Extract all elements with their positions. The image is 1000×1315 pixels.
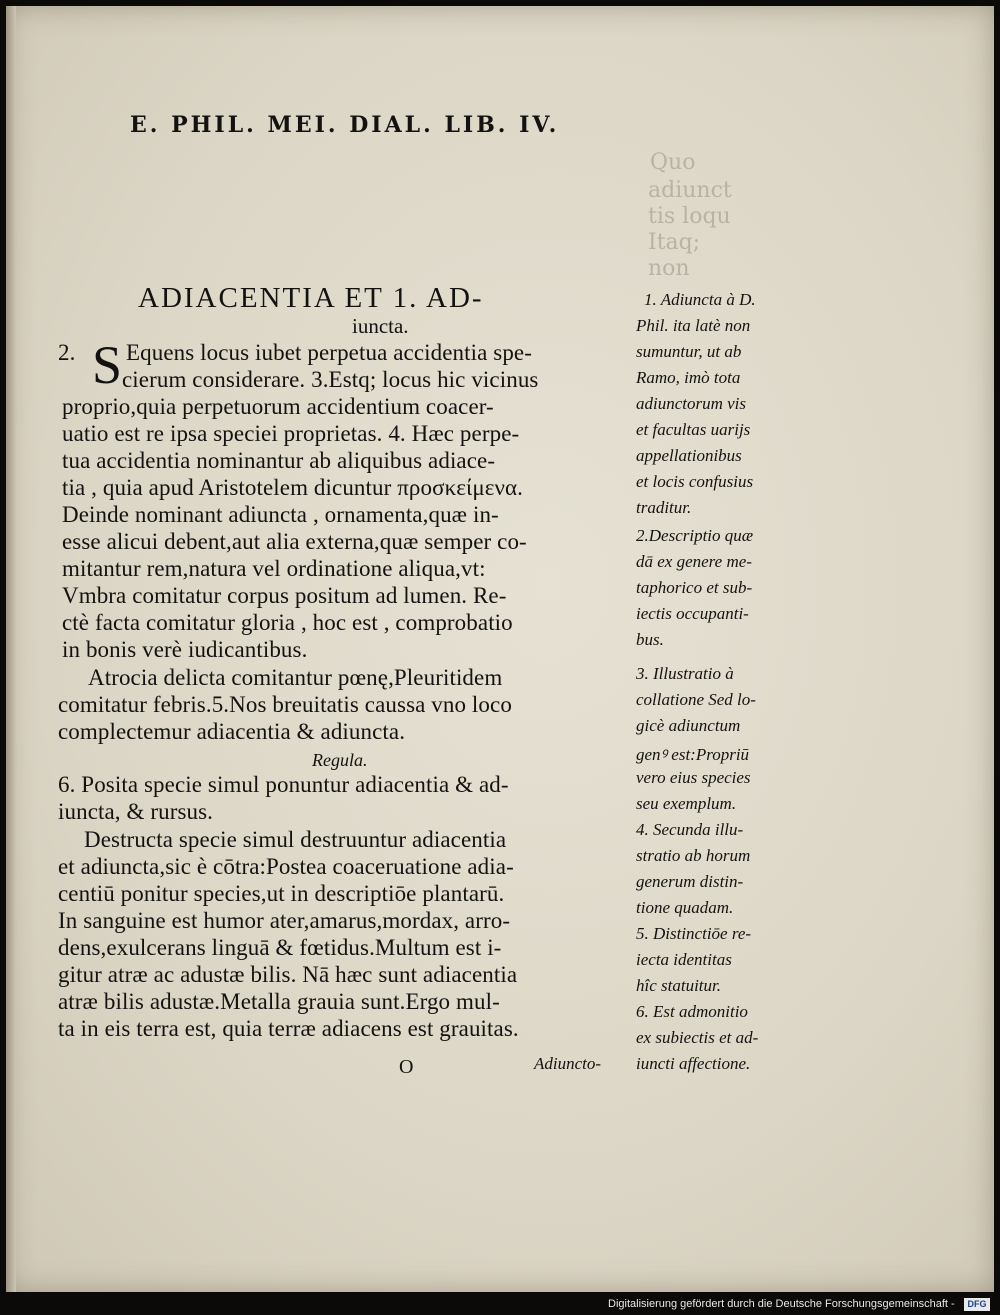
text-line: Deinde nominant adiuncta , ornamenta,quæ in- (62, 502, 499, 527)
marginal-note: iuncti affectione. (636, 1054, 751, 1073)
marginal-note: bus. (636, 630, 664, 649)
marginal-note: 4. Secunda illu- (636, 820, 744, 839)
marginal-note: genꝰ est:Propriū (636, 745, 750, 764)
text-line: ctè facta comitatur gloria , hoc est , comprobatio (62, 610, 513, 635)
marginal-note: stratio ab horum (636, 846, 751, 865)
marginal-note: taphorico et sub- (636, 578, 753, 597)
marginal-note: traditur. (636, 498, 692, 517)
marginal-note: Phil. ita latè non (636, 316, 751, 335)
drop-capital: S (92, 335, 123, 395)
bleed-through-line: non (648, 256, 690, 281)
marginal-note: sumuntur, ut ab (636, 342, 742, 361)
marginal-note: 3. Illustratio à (636, 664, 734, 683)
text-line: Atrocia delicta comitantur pœnę,Pleuritidem (88, 665, 503, 690)
text-line: in bonis verè iudicantibus. (62, 637, 308, 662)
marginal-note: hîc statuitur. (636, 976, 722, 995)
text-line: tia , quia apud Aristotelem dicuntur προσκείμενα. (62, 475, 524, 500)
signature-mark: O (399, 1056, 414, 1078)
section-title-continued: iuncta. (352, 314, 409, 338)
text-line: uatio est re ipsa speciei proprietas. 4. Hæc perpe- (62, 421, 520, 446)
text-line: comitatur febris.5.Nos breuitatis caussa vno loco (58, 692, 512, 717)
marginal-note: et facultas uarijs (636, 420, 751, 439)
marginal-note: 1. Adiuncta à D. (644, 290, 756, 309)
text-line: iuncta, & rursus. (58, 799, 214, 824)
catchword: Adiuncto- (534, 1054, 602, 1073)
text-line: gitur atræ ac adustæ bilis. Nā hæc sunt adiacentia (58, 962, 518, 987)
marginal-note: iectis occupanti- (636, 604, 749, 623)
section-title: ADIACENTIA ET 1. AD- (138, 282, 484, 314)
marginal-note: iecta identitas (636, 950, 732, 969)
text-line: esse alicui debent,aut alia externa,quæ semper co- (62, 529, 527, 554)
marginal-note: 5. Distinctiōe re- (636, 924, 752, 943)
text-line: In sanguine est humor ater,amarus,mordax, arro- (58, 908, 511, 933)
text-line: 6. Posita specie simul ponuntur adiacentia & ad- (58, 772, 509, 797)
marginal-note: collatione Sed lo- (636, 690, 756, 709)
marginal-note: vero eius species (636, 768, 751, 787)
text-line: mitantur rem,natura vel ordinatione aliqua,vt: (62, 556, 486, 581)
text-line: centiū ponitur species,ut in descriptiōe plantarū. (58, 881, 505, 906)
marginal-note: dā ex genere me- (636, 552, 752, 571)
text-line: cierum considerare. 3.Estq; locus hic vicinus (122, 367, 539, 392)
text-line: Destructa specie simul destruuntur adiacentia (84, 827, 507, 852)
marginal-note: seu exemplum. (636, 794, 737, 813)
rule-heading: Regula. (312, 750, 368, 770)
marginal-note: ex subiectis et ad- (636, 1028, 759, 1047)
text-line: ta in eis terra est, quia terræ adiacens est grauitas. (58, 1016, 519, 1041)
text-line: Vmbra comitatur corpus positum ad lumen. Re- (62, 583, 507, 608)
paragraph-number: 2. (58, 340, 76, 365)
text-line: et adiuncta,sic è cōtra:Postea coaceruatione adia- (58, 854, 514, 879)
dfg-logo: DFG (964, 1298, 990, 1311)
marginal-note: tione quadam. (636, 898, 734, 917)
marginal-note: gicè adiunctum (636, 716, 741, 735)
marginal-note: generum distin- (636, 872, 744, 891)
text-line: proprio,quia perpetuorum accidentium coacer- (62, 394, 494, 419)
running-head: E. PHIL. MEI. DIAL. LIB. IV. (130, 112, 560, 138)
text-line: complectemur adiacentia & adiuncta. (58, 719, 406, 744)
text-line: dens,exulcerans linguā & fœtidus.Multum est i- (58, 935, 502, 960)
text-line: tua accidentia nominantur ab aliquibus adiace- (62, 448, 496, 473)
marginal-note: adiunctorum vis (636, 394, 747, 413)
bleed-through-line: Quo (650, 150, 696, 175)
text-line: Equens locus iubet perpetua accidentia spe- (126, 340, 533, 365)
marginal-note: appellationibus (636, 446, 742, 465)
text-line: atræ bilis adustæ.Metalla grauia sunt.Ergo mul- (58, 989, 500, 1014)
marginal-note: et locis confusius (636, 472, 754, 491)
marginal-note: 2.Descriptio quæ (636, 526, 754, 545)
marginal-note: 6. Est admonitio (636, 1002, 748, 1021)
digitization-credit: Digitalisierung gefördert durch die Deutsche Forschungsgemeinschaft - (608, 1298, 955, 1310)
bleed-through-line: tis loqu (648, 204, 731, 229)
marginal-note: Ramo, imò tota (636, 368, 741, 387)
bleed-through-line: adiunct (648, 178, 732, 203)
bleed-through-line: Itaq; (648, 230, 701, 255)
page-gutter-edge (6, 6, 16, 1292)
